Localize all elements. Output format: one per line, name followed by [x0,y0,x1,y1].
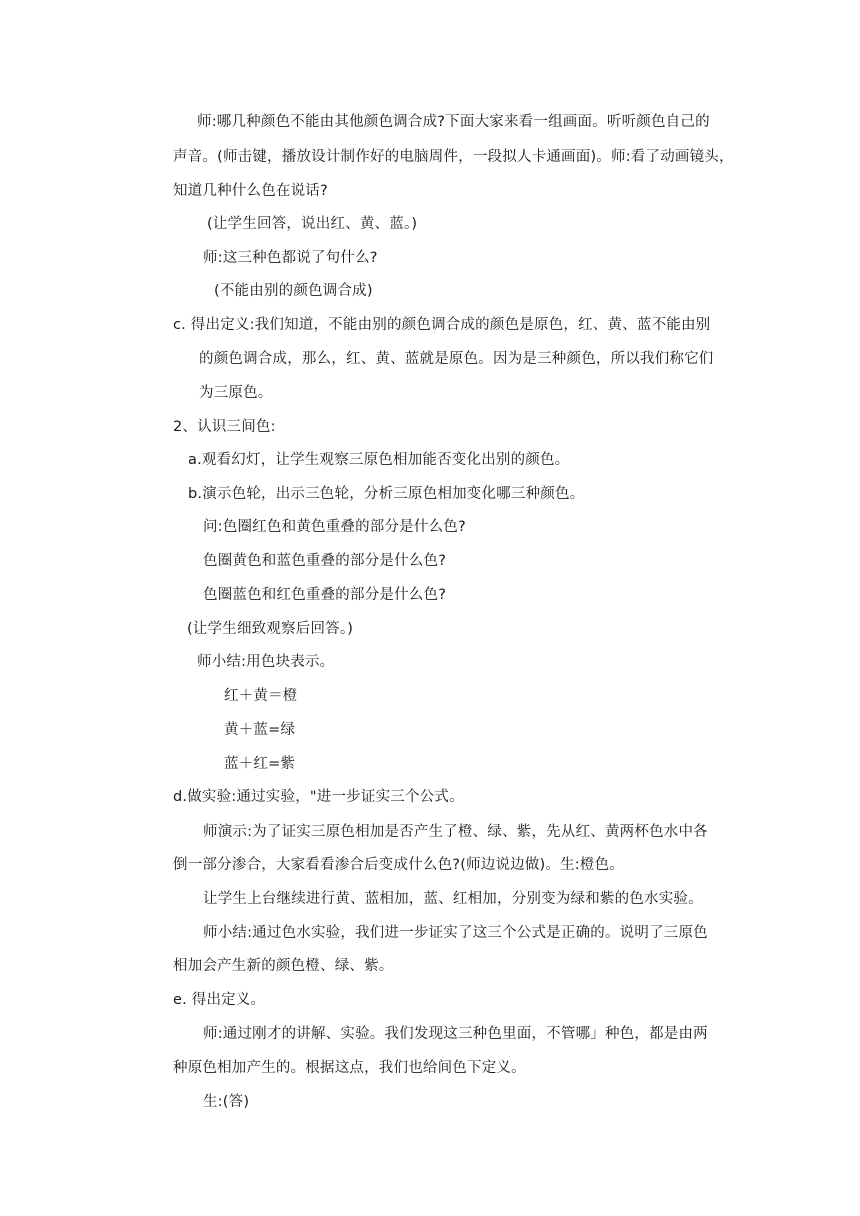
text-line: 为三原色。 [199,385,273,401]
text-line: d.做实验:通过实验，"进一步证实三个公式。 [173,789,464,805]
text-line: 让学生上台继续进行黄、蓝相加，蓝、红相加，分别变为绿和紫的色水实验。 [203,891,703,907]
text-line: 色圈黄色和蓝色重叠的部分是什么色? [203,553,447,569]
text-line: 红＋黄＝橙 [224,688,298,704]
text-line: 问:色圈红色和黄色重叠的部分是什么色? [203,519,466,535]
text-line: e. 得出定义。 [173,992,266,1008]
text-line: 师:这三种色都说了句什么? [203,250,378,266]
text-line: (让学生回答，说出红、黄、蓝。) [207,216,418,232]
text-line: 倒一部分渗合，大家看看渗合后变成什么色?(师边说边做)。生:橙色。 [173,857,624,873]
text-line: 师:哪几种颜色不能由其他颜色调合成?下面大家来看一组画面。听听颜色自己的 [197,114,710,130]
text-line: 师演示:为了证实三原色相加是否产生了橙、绿、紫，先从红、黄两杯色水中各 [203,824,708,840]
text-line: 相加会产生新的颜色橙、绿、紫。 [173,958,394,974]
text-line: 种原色相加产生的。根据这点，我们也给间色下定义。 [173,1060,526,1076]
text-line: 生:(答) [203,1094,250,1110]
text-line: a.观看幻灯，让学生观察三原色相加能否变化出别的颜色。 [188,452,570,468]
text-line: 蓝＋红=紫 [224,756,296,772]
text-line: 2、认识三间色: [173,419,276,435]
text-line: b.演示色轮，出示三色轮，分析三原色相加变化哪三种颜色。 [188,486,585,502]
text-line: 知道几种什么色在说话? [173,183,328,199]
text-line: 声音。(师击键，播放设计制作好的电脑周件，一段拟人卡通画面)。师:看了动画镜头， [173,149,734,165]
text-line: 师:通过刚才的讲解、实验。我们发现这三种色里面，不管哪」种色，都是由两 [203,1026,708,1042]
text-line: 师小结:用色块表示。 [197,654,335,670]
text-line: c. 得出定义:我们知道，不能由别的颜色调合成的颜色是原色，红、黄、蓝不能由别 [173,317,711,333]
text-line: 黄＋蓝=绿 [224,722,296,738]
text-line: 的颜色调合成，那么，红、黄、蓝就是原色。因为是三种颜色，所以我们称它们 [199,351,714,367]
text-line: 色圈蓝色和红色重叠的部分是什么色? [203,587,447,603]
text-line: (让学生细致观察后回答。) [187,621,354,637]
text-line: 师小结:通过色水实验，我们进一步证实了这三个公式是正确的。说明了三原色 [203,925,708,941]
text-line: (不能由别的颜色调合成) [214,283,373,299]
